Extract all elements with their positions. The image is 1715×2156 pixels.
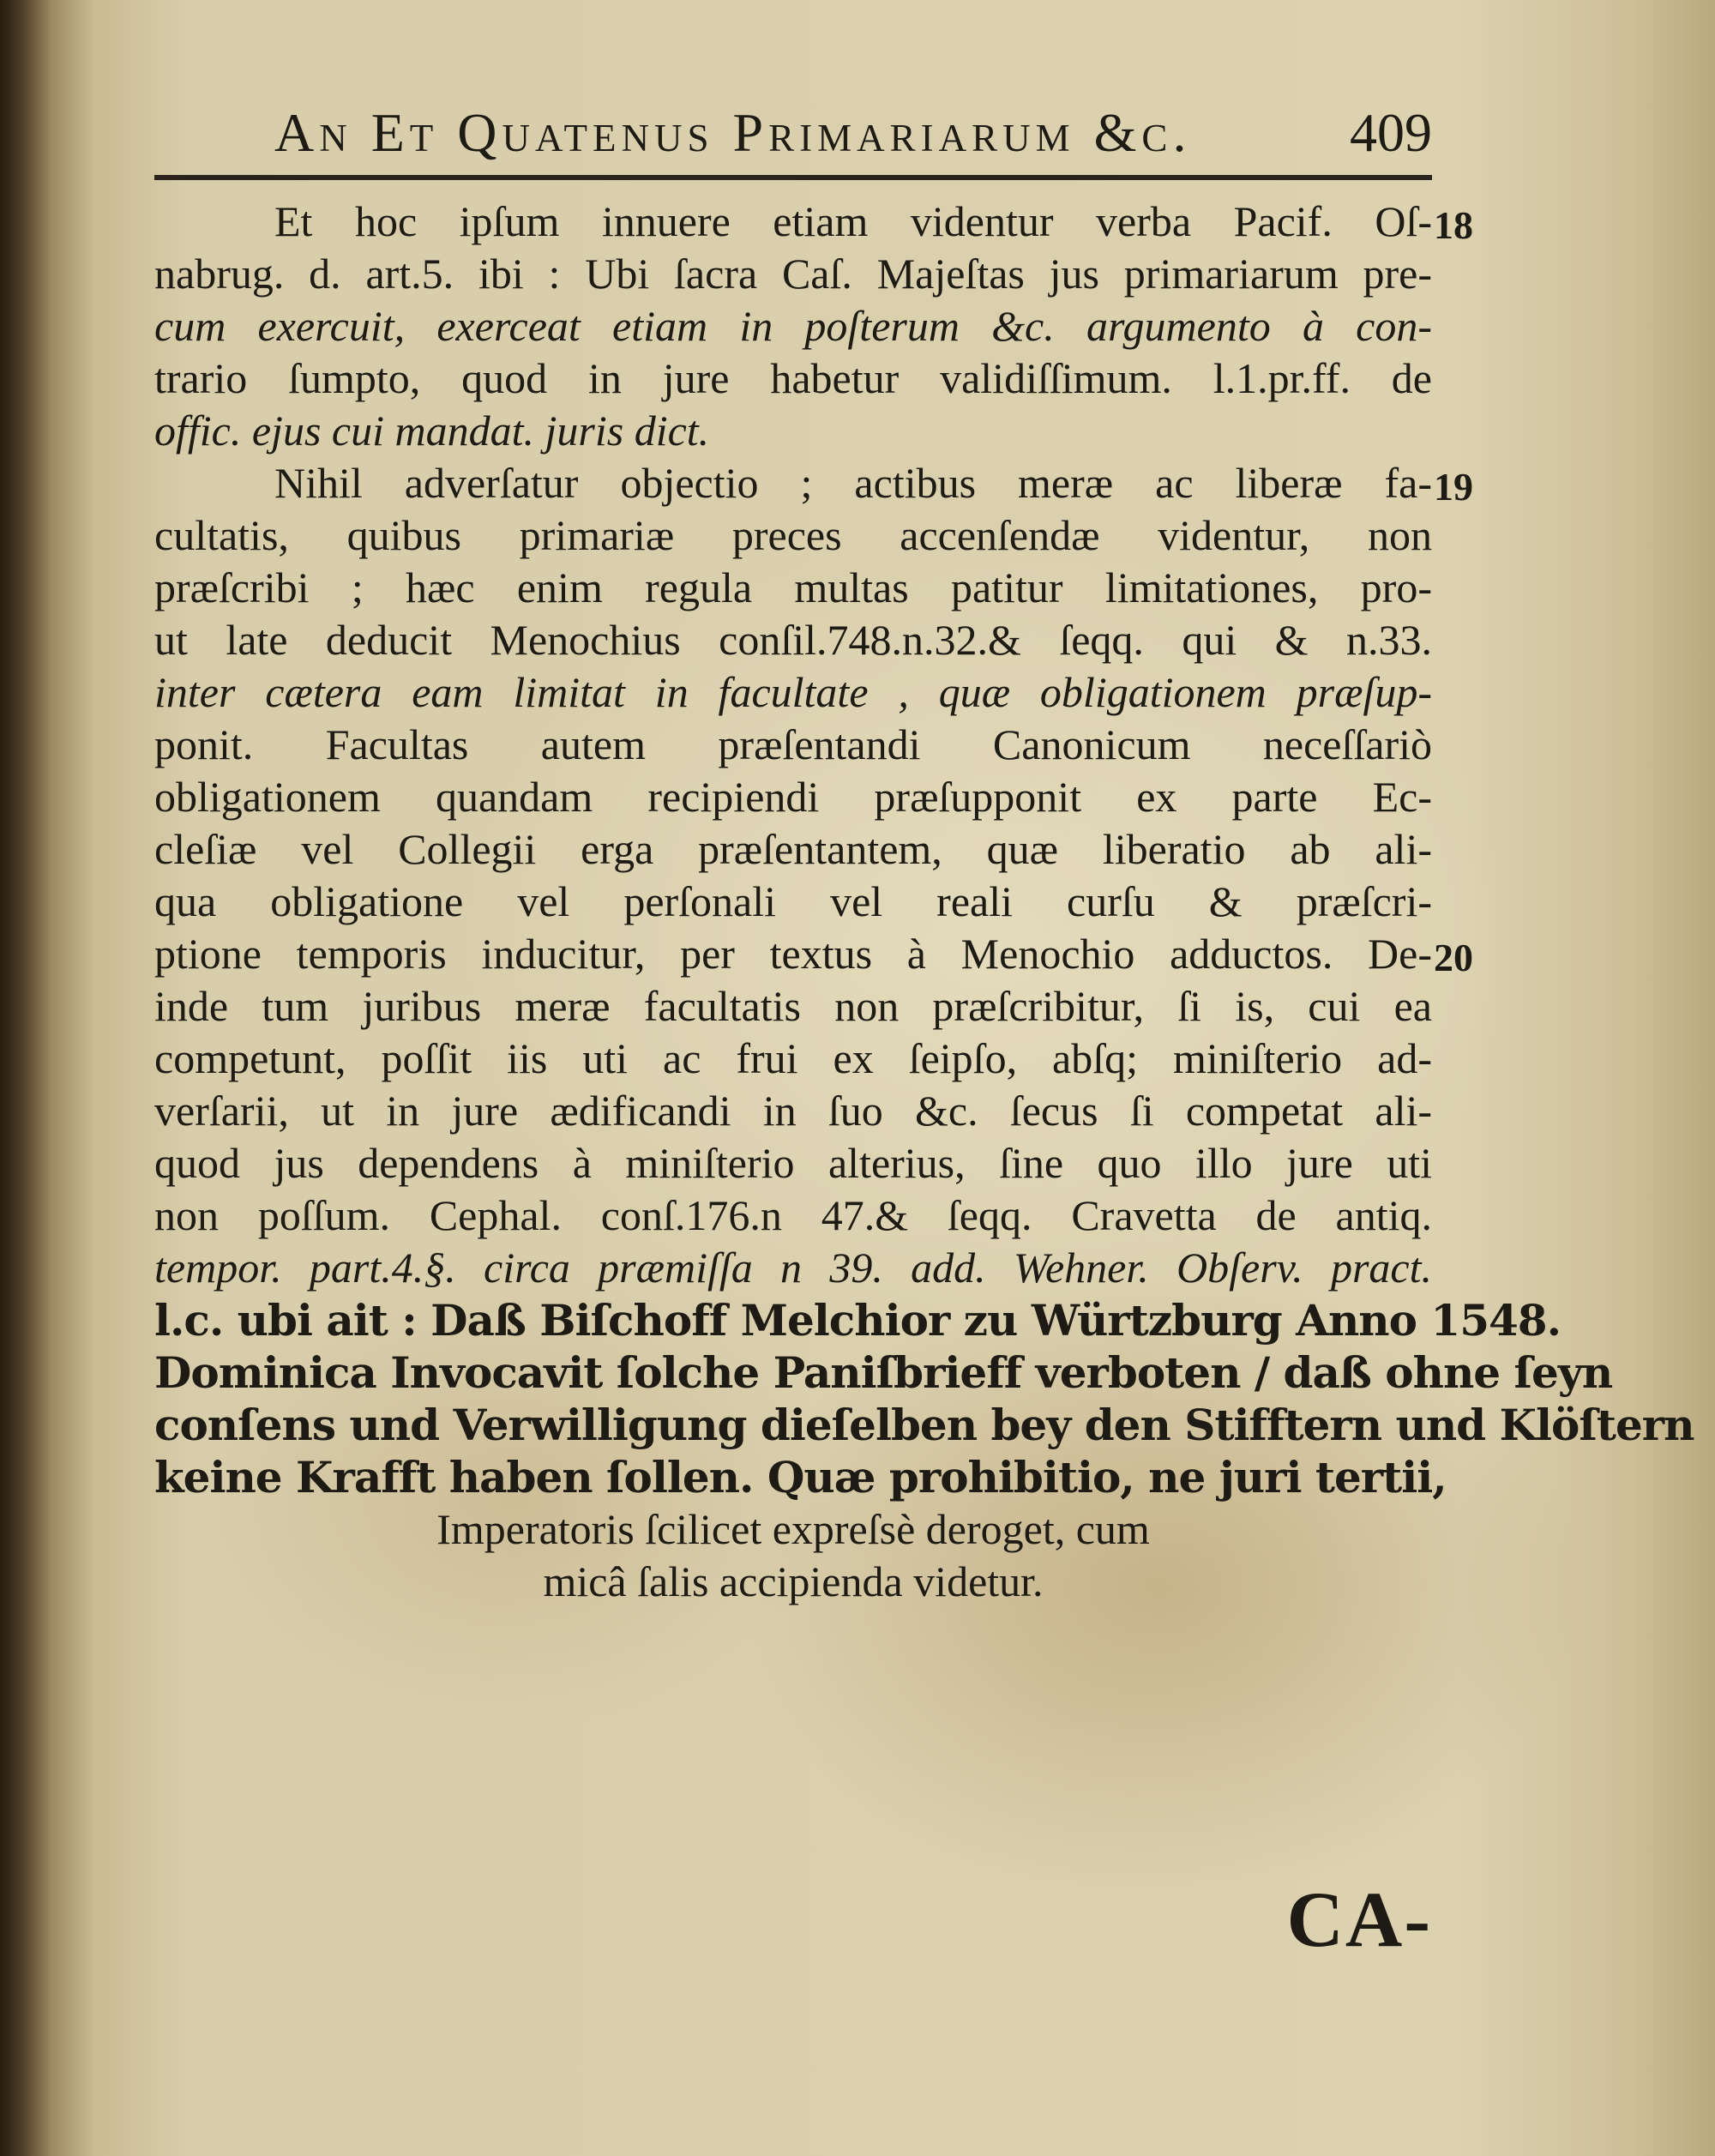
text-line: Imperatoris ſcilicet expreſsè deroget, cum — [436, 1505, 1150, 1553]
page-header — [154, 101, 1432, 170]
text-line: micâ ſalis accipienda videtur. — [543, 1557, 1044, 1605]
text-line: competunt, poſſit iis uti ac frui ex ſeipſo, abſq; miniſterio ad- — [154, 1034, 1432, 1082]
text-line: trario ſumpto, quod in jure habetur validiſſimum. l.1.pr.ff. de — [154, 354, 1432, 402]
margin-number-19: 19 — [1434, 465, 1473, 509]
text-line: ut late deducit Menochius conſil.748.n.32.& ſeqq. qui & n.33. — [154, 616, 1432, 664]
text-line: inde tum juribus meræ facultatis non præſcribitur, ſi is, cui ea — [154, 982, 1432, 1030]
text-line: ponit. Facultas autem præſentandi Canonicum neceſſariò — [154, 720, 1432, 768]
text-line: cum exercuit, exerceat etiam in poſterum &c. argumento à con- — [154, 302, 1432, 350]
text-line: l.c. ubi ait : Daß Biſchoff Melchior zu Würtzburg Anno 1548. — [154, 1295, 1561, 1346]
text-line: verſarii, ut in jure ædificandi in ſuo &c. ſecus ſi competat ali- — [154, 1087, 1432, 1135]
margin-number-20: 20 — [1434, 936, 1473, 979]
text-line: Nihil adverſatur objectio ; actibus meræ ac liberæ fa- — [274, 459, 1432, 507]
gutter-shadow — [0, 0, 51, 2156]
text-line: qua obligatione vel perſonali vel reali curſu & præſcri- — [154, 877, 1432, 925]
text-line: Et hoc ipſum innuere etiam videntur verba Pacif. Oſ- — [274, 197, 1432, 245]
text-line: obligationem quandam recipiendi præſupponit ex parte Ec- — [154, 773, 1432, 821]
text-line: tempor. part.4.§. circa præmiſſa n 39. add. Wehner. Obſerv. pract. — [154, 1244, 1432, 1292]
catchword: CA- — [1286, 1876, 1432, 1963]
text-line: keine Krafft haben ſollen. Quæ prohibitio, ne juri tertii, — [154, 1452, 1447, 1503]
text-line: cultatis, quibus primariæ preces accenſendæ videntur, non — [154, 511, 1432, 559]
text-line: cleſiæ vel Collegii erga præſentantem, quæ liberatio ab ali- — [154, 825, 1432, 873]
text-line: quod jus dependens à miniſterio alterius, ſine quo illo jure uti — [154, 1139, 1432, 1187]
text-line: inter cætera eam limitat in facultate , quæ obligationem præſup- — [154, 668, 1432, 716]
text-line: conſens und Verwilligung dieſelben bey den Stifftern und Klöſtern — [154, 1400, 1694, 1450]
header-rule — [154, 175, 1432, 180]
text-line: præſcribi ; hæc enim regula multas patitur limitationes, pro- — [154, 563, 1432, 611]
text-line: non poſſum. Cephal. conſ.176.n 47.& ſeqq. Cravetta de antiq. — [154, 1191, 1432, 1239]
text-line: ptione temporis inducitur, per textus à Menochio adductos. De- — [154, 930, 1432, 978]
text-line: nabrug. d. art.5. ibi : Ubi ſacra Caſ. Majeſtas jus primariarum pre- — [154, 250, 1432, 298]
text-line: offic. ejus cui mandat. juris dict. — [154, 407, 710, 455]
running-head: An Et Quatenus Primariarum &c. — [274, 102, 1192, 163]
text-line: Dominica Invocavit ſolche Paniſbrieff verboten / daß ohne ſeyn — [154, 1347, 1613, 1398]
page-number: 409 — [1350, 102, 1432, 163]
margin-number-18: 18 — [1434, 203, 1473, 247]
